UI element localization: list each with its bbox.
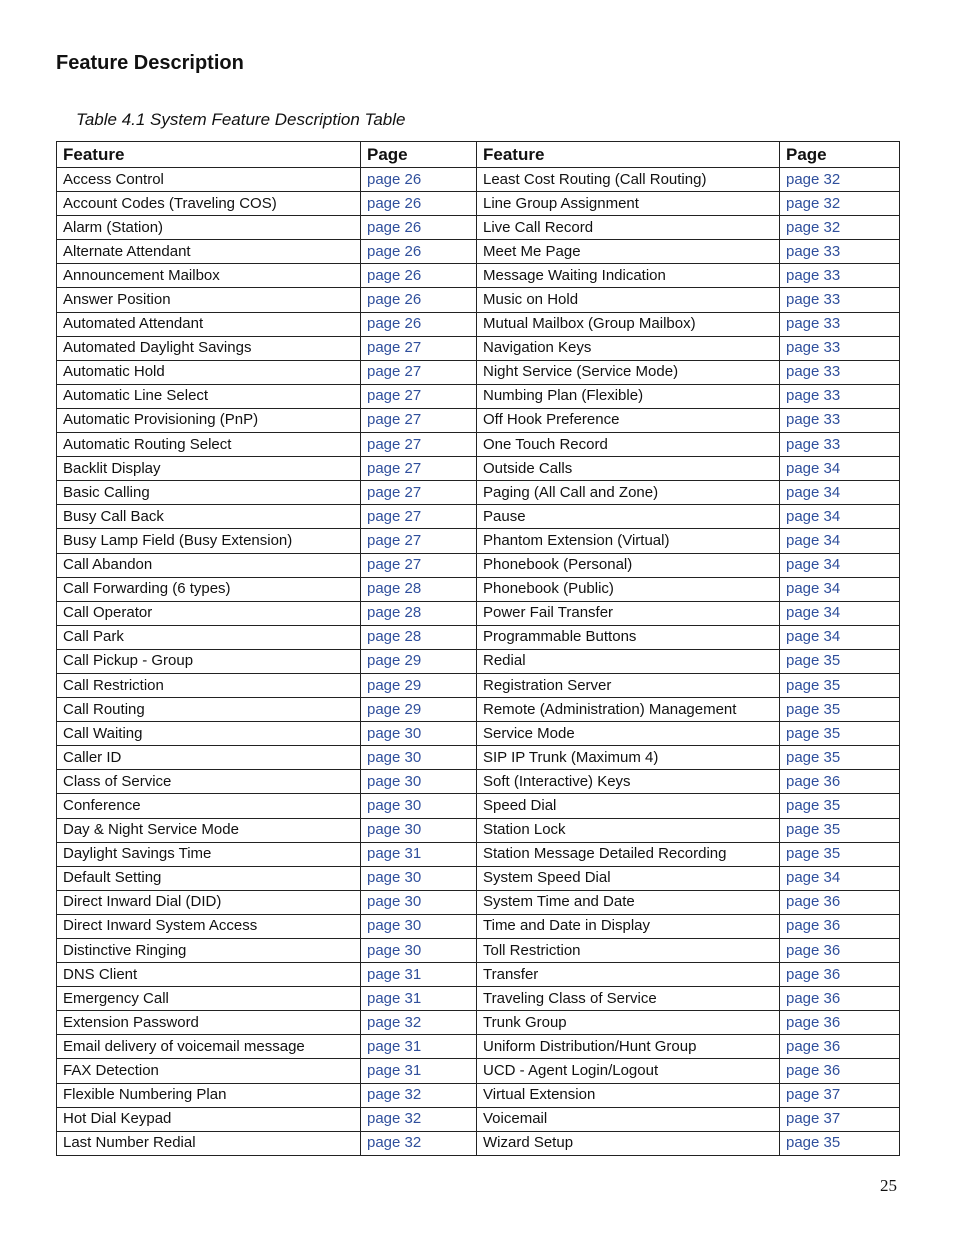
page-link[interactable]: page 34 — [780, 529, 900, 553]
table-row — [57, 1011, 900, 1035]
page-link[interactable]: page 34 — [780, 553, 900, 577]
feature-cell: Basic Calling — [57, 481, 361, 505]
page-link[interactable]: page 30 — [361, 746, 477, 770]
page-link[interactable]: page 27 — [361, 336, 477, 360]
page-link[interactable]: page 27 — [361, 553, 477, 577]
page-link[interactable]: page 26 — [361, 288, 477, 312]
feature-cell: Call Park — [57, 625, 361, 649]
feature-cell: Call Abandon — [57, 553, 361, 577]
page-link[interactable]: page 28 — [361, 577, 477, 601]
table-row — [57, 408, 900, 432]
feature-cell: UCD - Agent Login/Logout — [477, 1059, 780, 1083]
page-link[interactable]: page 27 — [361, 384, 477, 408]
feature-cell: Uniform Distribution/Hunt Group — [477, 1035, 780, 1059]
feature-cell: Speed Dial — [477, 794, 780, 818]
feature-cell: Last Number Redial — [57, 1131, 361, 1155]
feature-cell: Account Codes (Traveling COS) — [57, 192, 361, 216]
feature-cell: Time and Date in Display — [477, 914, 780, 938]
feature-cell: Numbing Plan (Flexible) — [477, 384, 780, 408]
feature-cell: Backlit Display — [57, 457, 361, 481]
table-row — [57, 168, 900, 192]
page-link[interactable]: page 33 — [780, 433, 900, 457]
feature-cell: Automatic Provisioning (PnP) — [57, 408, 361, 432]
feature-cell: Default Setting — [57, 866, 361, 890]
page-link[interactable]: page 32 — [361, 1107, 477, 1131]
feature-cell: Day & Night Service Mode — [57, 818, 361, 842]
feature-cell: Call Restriction — [57, 673, 361, 697]
table-row — [57, 866, 900, 890]
page-link[interactable]: page 33 — [780, 336, 900, 360]
page-link[interactable]: page 29 — [361, 698, 477, 722]
table-row — [57, 890, 900, 914]
page-link[interactable]: page 32 — [780, 192, 900, 216]
feature-cell: Caller ID — [57, 746, 361, 770]
feature-cell: Alternate Attendant — [57, 240, 361, 264]
page-link[interactable]: page 33 — [780, 288, 900, 312]
table-row — [57, 746, 900, 770]
page-link[interactable]: page 29 — [361, 673, 477, 697]
feature-cell: Direct Inward System Access — [57, 914, 361, 938]
page-link[interactable]: page 27 — [361, 505, 477, 529]
page-link[interactable]: page 30 — [361, 939, 477, 963]
table-row — [57, 987, 900, 1011]
table-row — [57, 312, 900, 336]
table-row — [57, 457, 900, 481]
feature-cell: Redial — [477, 649, 780, 673]
page-link[interactable]: page 37 — [780, 1083, 900, 1107]
page-link[interactable]: page 36 — [780, 987, 900, 1011]
feature-cell: Busy Call Back — [57, 505, 361, 529]
feature-cell: Service Mode — [477, 722, 780, 746]
page-link[interactable]: page 33 — [780, 312, 900, 336]
page-link[interactable]: page 30 — [361, 890, 477, 914]
page-link[interactable]: page 26 — [361, 264, 477, 288]
page-link[interactable]: page 31 — [361, 842, 477, 866]
table-row — [57, 505, 900, 529]
table-header-row — [57, 142, 900, 168]
table-row — [57, 1107, 900, 1131]
page-link[interactable]: page 27 — [361, 529, 477, 553]
feature-cell: Virtual Extension — [477, 1083, 780, 1107]
page-link[interactable]: page 27 — [361, 360, 477, 384]
feature-cell: Flexible Numbering Plan — [57, 1083, 361, 1107]
feature-cell: Daylight Savings Time — [57, 842, 361, 866]
table-row — [57, 818, 900, 842]
page-link[interactable]: page 36 — [780, 1011, 900, 1035]
feature-cell: Station Lock — [477, 818, 780, 842]
section-title: Feature Description — [56, 52, 244, 74]
feature-cell: Class of Service — [57, 770, 361, 794]
feature-cell: Meet Me Page — [477, 240, 780, 264]
feature-cell: Automatic Routing Select — [57, 433, 361, 457]
feature-cell: Power Fail Transfer — [477, 601, 780, 625]
feature-cell: Live Call Record — [477, 216, 780, 240]
feature-cell: DNS Client — [57, 963, 361, 987]
feature-cell: Extension Password — [57, 1011, 361, 1035]
table-row — [57, 240, 900, 264]
page-link[interactable]: page 33 — [780, 240, 900, 264]
page-link[interactable]: page 32 — [361, 1011, 477, 1035]
feature-cell: Night Service (Service Mode) — [477, 360, 780, 384]
page-link[interactable]: page 30 — [361, 866, 477, 890]
feature-cell: Email delivery of voicemail message — [57, 1035, 361, 1059]
page-link[interactable]: page 26 — [361, 312, 477, 336]
table-row — [57, 794, 900, 818]
feature-cell: Call Pickup - Group — [57, 649, 361, 673]
page-link[interactable]: page 36 — [780, 770, 900, 794]
page-link[interactable]: page 27 — [361, 433, 477, 457]
page-link[interactable]: page 37 — [780, 1107, 900, 1131]
feature-cell: Announcement Mailbox — [57, 264, 361, 288]
feature-cell: Music on Hold — [477, 288, 780, 312]
table-row — [57, 553, 900, 577]
page-link[interactable]: page 33 — [780, 408, 900, 432]
feature-cell: Call Routing — [57, 698, 361, 722]
table-row — [57, 963, 900, 987]
feature-cell: Access Control — [57, 168, 361, 192]
page-link[interactable]: page 33 — [780, 360, 900, 384]
feature-cell: Automatic Line Select — [57, 384, 361, 408]
feature-cell: Phantom Extension (Virtual) — [477, 529, 780, 553]
table-row — [57, 577, 900, 601]
feature-cell: Automatic Hold — [57, 360, 361, 384]
header-page: Page — [780, 142, 900, 168]
page-link[interactable]: page 36 — [780, 914, 900, 938]
table-row — [57, 601, 900, 625]
page-link[interactable]: page 30 — [361, 914, 477, 938]
page-link[interactable]: page 34 — [780, 866, 900, 890]
table-row — [57, 939, 900, 963]
page-link[interactable]: page 28 — [361, 601, 477, 625]
feature-cell: Automated Daylight Savings — [57, 336, 361, 360]
header-feature: Feature — [477, 142, 780, 168]
page-link[interactable]: page 35 — [780, 794, 900, 818]
feature-cell: System Speed Dial — [477, 866, 780, 890]
feature-cell: Phonebook (Personal) — [477, 553, 780, 577]
feature-cell: Conference — [57, 794, 361, 818]
table-row — [57, 481, 900, 505]
page-link[interactable]: page 35 — [780, 818, 900, 842]
table-body — [57, 168, 900, 1156]
page-link[interactable]: page 34 — [780, 601, 900, 625]
page-link[interactable]: page 34 — [780, 457, 900, 481]
feature-cell: Call Waiting — [57, 722, 361, 746]
page-link[interactable]: page 36 — [780, 939, 900, 963]
page-link[interactable]: page 33 — [780, 264, 900, 288]
feature-cell: Paging (All Call and Zone) — [477, 481, 780, 505]
page-link[interactable]: page 31 — [361, 1035, 477, 1059]
feature-cell: Call Forwarding (6 types) — [57, 577, 361, 601]
table-row — [57, 216, 900, 240]
table-row — [57, 384, 900, 408]
feature-cell: Registration Server — [477, 673, 780, 697]
feature-cell: Traveling Class of Service — [477, 987, 780, 1011]
feature-cell: Message Waiting Indication — [477, 264, 780, 288]
table-row — [57, 336, 900, 360]
feature-cell: Busy Lamp Field (Busy Extension) — [57, 529, 361, 553]
table-caption: Table 4.1 System Feature Description Table — [76, 110, 406, 129]
feature-cell: Outside Calls — [477, 457, 780, 481]
page-number: 25 — [880, 1176, 897, 1195]
feature-cell: Mutual Mailbox (Group Mailbox) — [477, 312, 780, 336]
page-link[interactable]: page 30 — [361, 818, 477, 842]
page-link[interactable]: page 35 — [780, 746, 900, 770]
table-row — [57, 625, 900, 649]
table-row — [57, 360, 900, 384]
feature-cell: Automated Attendant — [57, 312, 361, 336]
feature-cell: Emergency Call — [57, 987, 361, 1011]
page-link[interactable]: page 35 — [780, 842, 900, 866]
feature-cell: Toll Restriction — [477, 939, 780, 963]
feature-cell: One Touch Record — [477, 433, 780, 457]
page-link[interactable]: page 34 — [780, 505, 900, 529]
feature-cell: Transfer — [477, 963, 780, 987]
feature-table — [56, 141, 900, 1156]
table-row — [57, 288, 900, 312]
page-link[interactable]: page 27 — [361, 457, 477, 481]
page-link[interactable]: page 35 — [780, 673, 900, 697]
page-link[interactable]: page 28 — [361, 625, 477, 649]
page-link[interactable]: page 30 — [361, 794, 477, 818]
feature-cell: Programmable Buttons — [477, 625, 780, 649]
table-row — [57, 842, 900, 866]
table-row — [57, 1059, 900, 1083]
header-feature: Feature — [57, 142, 361, 168]
page-link[interactable]: page 33 — [780, 384, 900, 408]
feature-cell: Remote (Administration) Management — [477, 698, 780, 722]
page-link[interactable]: page 31 — [361, 1059, 477, 1083]
page-link[interactable]: page 35 — [780, 698, 900, 722]
page-link[interactable]: page 34 — [780, 481, 900, 505]
table-row — [57, 1083, 900, 1107]
page-link[interactable]: page 32 — [361, 1083, 477, 1107]
page-link[interactable]: page 26 — [361, 240, 477, 264]
feature-cell: Wizard Setup — [477, 1131, 780, 1155]
page-link[interactable]: page 35 — [780, 1131, 900, 1155]
feature-cell: Pause — [477, 505, 780, 529]
feature-cell: Answer Position — [57, 288, 361, 312]
table-row — [57, 529, 900, 553]
table-row — [57, 649, 900, 673]
page-link[interactable]: page 31 — [361, 987, 477, 1011]
page-link[interactable]: page 32 — [780, 168, 900, 192]
feature-cell: Alarm (Station) — [57, 216, 361, 240]
feature-cell: Station Message Detailed Recording — [477, 842, 780, 866]
page-link[interactable]: page 32 — [361, 1131, 477, 1155]
table-row — [57, 673, 900, 697]
table-row — [57, 433, 900, 457]
table-row — [57, 264, 900, 288]
feature-cell: Trunk Group — [477, 1011, 780, 1035]
page-link[interactable]: page 27 — [361, 481, 477, 505]
page-link[interactable]: page 30 — [361, 722, 477, 746]
table-row — [57, 914, 900, 938]
feature-cell: Line Group Assignment — [477, 192, 780, 216]
page-link[interactable]: page 34 — [780, 577, 900, 601]
feature-cell: FAX Detection — [57, 1059, 361, 1083]
page-link[interactable]: page 26 — [361, 216, 477, 240]
page-link[interactable]: page 26 — [361, 192, 477, 216]
feature-cell: Off Hook Preference — [477, 408, 780, 432]
page-link[interactable]: page 30 — [361, 770, 477, 794]
page-link[interactable]: page 36 — [780, 890, 900, 914]
feature-cell: Call Operator — [57, 601, 361, 625]
page-link[interactable]: page 36 — [780, 1059, 900, 1083]
feature-cell: Phonebook (Public) — [477, 577, 780, 601]
page-link[interactable]: page 36 — [780, 963, 900, 987]
page-link[interactable]: page 34 — [780, 625, 900, 649]
feature-cell: Navigation Keys — [477, 336, 780, 360]
feature-cell: Distinctive Ringing — [57, 939, 361, 963]
page-link[interactable]: page 29 — [361, 649, 477, 673]
header-page: Page — [361, 142, 477, 168]
page-link[interactable]: page 35 — [780, 649, 900, 673]
feature-cell: Direct Inward Dial (DID) — [57, 890, 361, 914]
feature-cell: Voicemail — [477, 1107, 780, 1131]
page-link[interactable]: page 36 — [780, 1035, 900, 1059]
feature-cell: SIP IP Trunk (Maximum 4) — [477, 746, 780, 770]
table-row — [57, 1131, 900, 1155]
table-row — [57, 722, 900, 746]
feature-cell: Soft (Interactive) Keys — [477, 770, 780, 794]
feature-cell: Hot Dial Keypad — [57, 1107, 361, 1131]
table-row — [57, 698, 900, 722]
table-row — [57, 770, 900, 794]
table-row — [57, 1035, 900, 1059]
page-link[interactable]: page 31 — [361, 963, 477, 987]
page-link[interactable]: page 35 — [780, 722, 900, 746]
table-row — [57, 192, 900, 216]
page-link[interactable]: page 26 — [361, 168, 477, 192]
page-link[interactable]: page 32 — [780, 216, 900, 240]
feature-cell: System Time and Date — [477, 890, 780, 914]
feature-cell: Least Cost Routing (Call Routing) — [477, 168, 780, 192]
page-link[interactable]: page 27 — [361, 408, 477, 432]
